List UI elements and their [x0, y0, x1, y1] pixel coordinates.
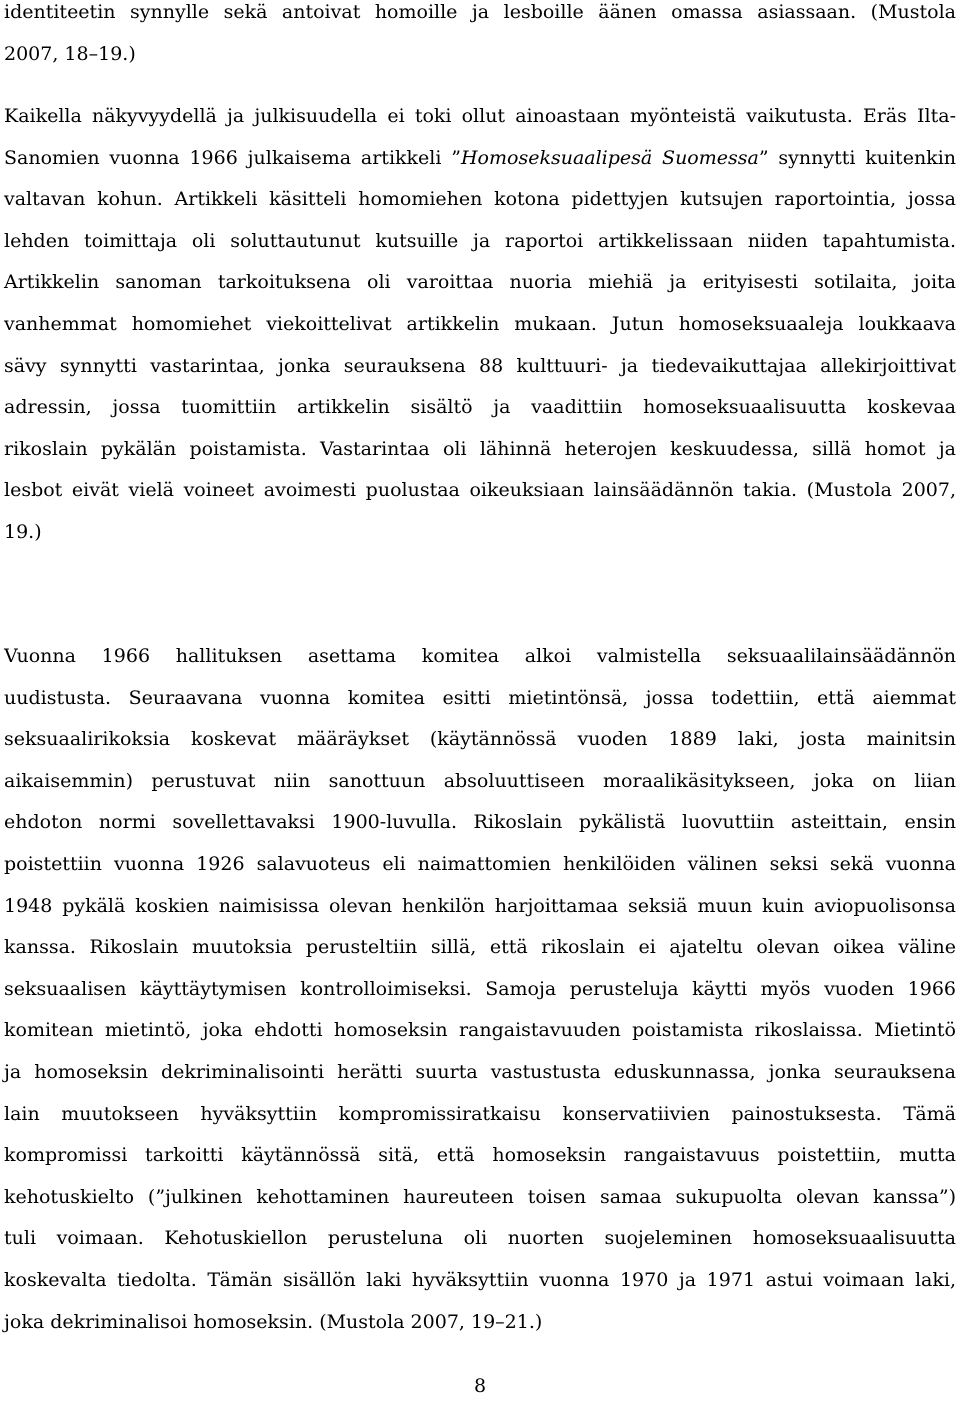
text-line: kehotuskielto (”julkinen kehottaminen haureuteen toisen samaa sukupuolta olevan kanssa”): [4, 1185, 956, 1208]
text-line: 2007, 18–19.): [4, 42, 136, 65]
text-line: 1948 pykälä koskien naimisissa olevan henkilön harjoittamaa seksiä muun kuin aviopuolisonsa: [4, 894, 956, 917]
text-line: valtavan kohun. Artikkeli käsitteli homomiehen kotona pidettyjen kutsujen raportointia, jossa: [4, 188, 956, 211]
text-line: ja homoseksin dekriminalisointi herätti suurta vastustusta eduskunnassa, jonka seurauksena: [4, 1060, 956, 1083]
text-line: vanhemmat homomiehet viekoittelivat artikkelin mukaan. Jutun homoseksuaaleja loukkaava: [4, 312, 956, 335]
text-line: Vuonna 1966 hallituksen asettama komitea alkoi valmistella seksuaalilainsäädännön: [4, 645, 956, 667]
text-run: Sanomien vuonna 1966 julkaisema artikkeli ”: [4, 146, 461, 169]
text-line: seksuaalisen käyttäytymisen kontrolloimiseksi. Samoja perusteluja käytti myös vuoden 1966: [4, 977, 956, 1000]
text-line: rikoslain pykälän poistamista. Vastarintaa oli lähinnä heterojen keskuudessa, sillä homot ja: [4, 437, 956, 460]
text-line: 19.): [4, 520, 42, 543]
text-line: lain muutokseen hyväksyttiin kompromissiratkaisu konservatiivien painostuksesta. Tämä: [4, 1102, 956, 1125]
text-line: aikaisemmin) perustuvat niin sanottuun absoluuttiseen moraalikäsitykseen, joka on liian: [4, 769, 956, 792]
text-line: Kaikella näkyvyydellä ja julkisuudella ei toki ollut ainoastaan myönteistä vaikutusta. Eräs Ilta-: [4, 105, 956, 127]
text-line: ehdoton normi sovellettavaksi 1900-luvulla. Rikoslain pykälistä luovuttiin asteittain, ensin: [4, 811, 956, 834]
text-line: lesbot eivät vielä voineet avoimesti puolustaa oikeuksiaan lainsäädännön takia. (Mustola 2007,: [4, 479, 956, 502]
page-number: 8: [473, 1375, 487, 1397]
text-line: kanssa. Rikoslain muutoksia perusteltiin sillä, että rikoslain ei ajateltu olevan oikea väline: [4, 936, 956, 959]
text-line: tuli voimaan. Kehotuskiellon perusteluna oli nuorten suojeleminen homoseksuaalisuutta: [4, 1227, 956, 1250]
text-line: uudistusta. Seuraavana vuonna komitea esitti mietintönsä, jossa todettiin, että aiemmat: [4, 686, 956, 709]
text-run: ” synnytti kuitenkin: [758, 146, 957, 169]
text-line: identiteetin synnylle sekä antoivat homoille ja lesboille äänen omassa asiassaan. (Mustola: [4, 1, 956, 23]
text-line: joka dekriminalisoi homoseksin. (Mustola 2007, 19–21.): [4, 1310, 543, 1333]
text-line: adressin, jossa tuomittiin artikkelin sisältö ja vaadittiin homoseksuaalisuutta koskevaa: [4, 396, 956, 419]
text-line: sävy synnytti vastarintaa, jonka seurauksena 88 kulttuuri- ja tiedevaikuttajaa allekirjoittivat: [4, 354, 956, 377]
text-line: komitean mietintö, joka ehdotti homoseksin rangaistavuuden poistamista rikoslaissa. Mietintö: [4, 1019, 956, 1042]
text-line: koskevalta tiedolta. Tämän sisällön laki hyväksyttiin vuonna 1970 ja 1971 astui voimaan laki,: [4, 1268, 956, 1291]
text-line: kompromissi tarkoitti käytännössä sitä, että homoseksin rangaistavuus poistettiin, mutta: [4, 1144, 956, 1167]
paragraph-1: [4, 0, 956, 75]
text-line: poistettiin vuonna 1926 salavuoteus eli naimattomien henkilöiden välinen seksi sekä vuonna: [4, 852, 956, 875]
text-line: seksuaalirikoksia koskevat määräykset (käytännössä vuoden 1889 laki, josta mainitsin: [4, 728, 956, 751]
paragraph-3: [4, 636, 956, 1343]
text-line: lehden toimittaja oli soluttautunut kutsuille ja raportoi artikkelissaan niiden tapahtumista.: [4, 229, 956, 252]
text-line: Artikkelin sanoman tarkoituksena oli varoittaa nuoria miehiä ja erityisesti sotilaita, joita: [4, 271, 956, 294]
text-line: [4, 138, 956, 180]
article-title: Homoseksuaalipesä Suomessa: [460, 146, 759, 169]
paragraph-2: [4, 96, 956, 554]
